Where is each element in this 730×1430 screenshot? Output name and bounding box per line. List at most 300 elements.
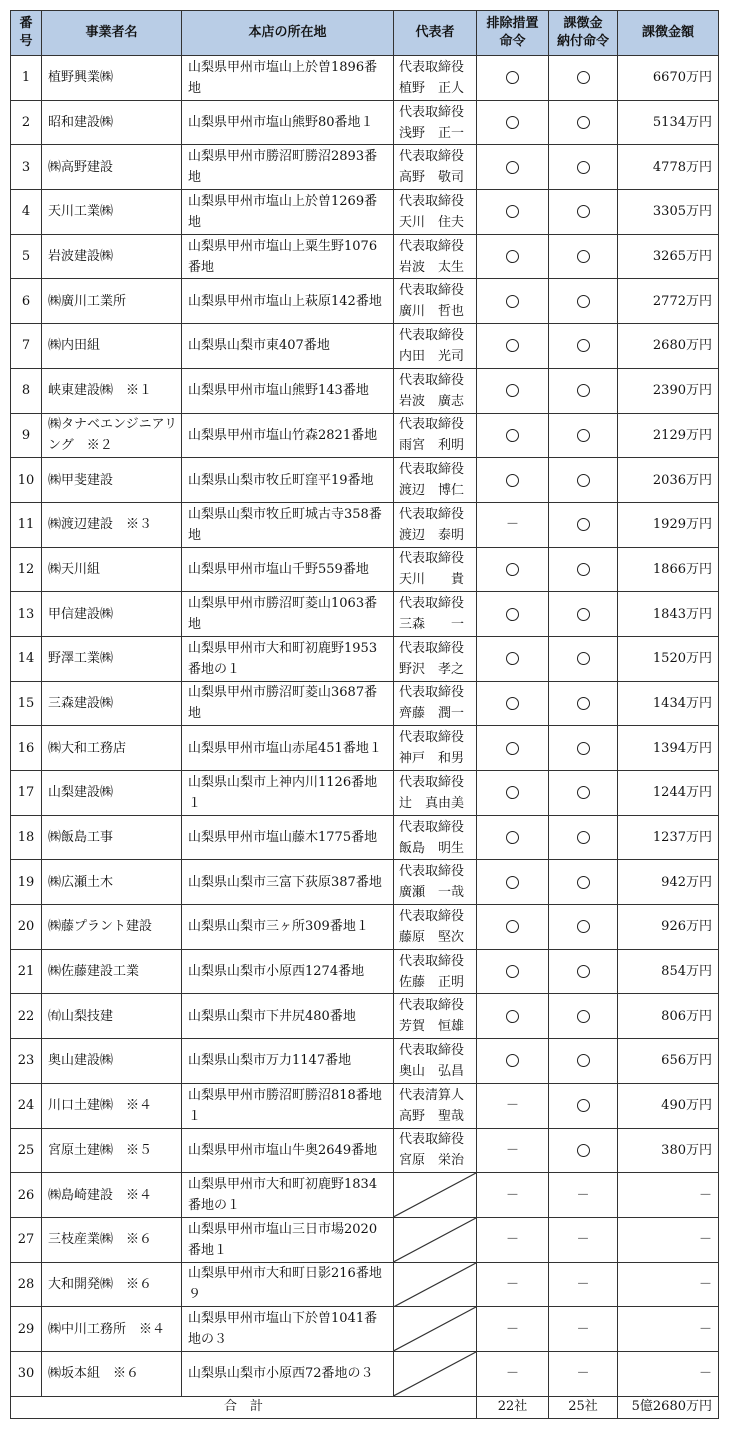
empty-slash-cell <box>394 1351 477 1396</box>
representative-title: 代表取締役 <box>399 685 465 701</box>
surcharge-cell <box>549 905 618 950</box>
surcharge-cell <box>549 860 618 905</box>
surcharge-cell <box>549 547 618 592</box>
company-name: 奥山建設㈱ <box>42 1039 182 1084</box>
representative-title: 代表取締役 <box>399 1132 465 1148</box>
representative-name: 奥山 弘昌 <box>399 1063 465 1079</box>
total-amount: 5億2680万円 <box>618 1396 719 1418</box>
table-row <box>11 1083 719 1128</box>
representative-title: 代表取締役 <box>399 193 465 209</box>
row-number: 13 <box>11 592 42 637</box>
surcharge-amount: 2036万円 <box>618 458 719 503</box>
removal-cell <box>477 1217 549 1262</box>
company-address: 山梨県甲州市勝沼町菱山1063番地 <box>182 592 394 637</box>
table-row <box>11 56 719 101</box>
removal-cell <box>477 1351 549 1396</box>
removal-cell <box>477 324 549 369</box>
dash-mark: － <box>576 1232 590 1248</box>
representative-title: 代表取締役 <box>399 1042 465 1058</box>
surcharge-cell <box>549 1083 618 1128</box>
circle-mark-icon <box>577 205 590 218</box>
representative-title: 代表取締役 <box>399 238 465 254</box>
surcharge-cell <box>549 324 618 369</box>
diagonal-slash-icon <box>394 1218 476 1262</box>
representative-cell <box>394 547 477 592</box>
table-row <box>11 413 719 458</box>
dash-mark: － <box>505 1366 519 1382</box>
surcharge-amount: － <box>618 1217 719 1262</box>
diagonal-slash-icon <box>394 1307 476 1351</box>
circle-mark-icon <box>506 205 519 218</box>
header-no: 番 号 <box>11 11 42 56</box>
removal-cell <box>477 1128 549 1173</box>
surcharge-amount: 926万円 <box>618 905 719 950</box>
table-row <box>11 771 719 816</box>
surcharge-cell <box>549 1173 618 1218</box>
representative-name: 高野 敬司 <box>399 170 465 186</box>
circle-mark-icon <box>506 295 519 308</box>
representative-name: 藤原 堅次 <box>399 929 465 945</box>
circle-mark-icon <box>506 474 519 487</box>
removal-cell <box>477 815 549 860</box>
company-name: ㈱藤プラント建設 <box>42 905 182 950</box>
surcharge-cell <box>549 502 618 547</box>
row-number: 2 <box>11 100 42 145</box>
circle-mark-icon <box>577 697 590 710</box>
surcharge-amount: － <box>618 1173 719 1218</box>
circle-mark-icon <box>506 250 519 263</box>
table-row <box>11 592 719 637</box>
circle-mark-icon <box>577 384 590 397</box>
surcharge-amount: 1434万円 <box>618 681 719 726</box>
surcharge-cell <box>549 592 618 637</box>
surcharge-amount: 1520万円 <box>618 636 719 681</box>
surcharge-cell <box>549 994 618 1039</box>
removal-cell <box>477 1262 549 1307</box>
company-address: 山梨県甲州市大和町初鹿野1834番地の１ <box>182 1173 394 1218</box>
circle-mark-icon <box>577 429 590 442</box>
representative-title: 代表取締役 <box>399 372 465 388</box>
representative-cell <box>394 726 477 771</box>
representative-title: 代表取締役 <box>399 596 465 612</box>
table-row <box>11 1351 719 1396</box>
surcharge-cell <box>549 1128 618 1173</box>
representative-title: 代表清算人 <box>399 1087 465 1103</box>
table-row <box>11 815 719 860</box>
row-number: 1 <box>11 56 42 101</box>
surcharge-cell <box>549 949 618 994</box>
surcharge-amount: － <box>618 1262 719 1307</box>
header-name: 事業者名 <box>42 11 182 56</box>
circle-mark-icon <box>577 742 590 755</box>
row-number: 22 <box>11 994 42 1039</box>
surcharge-amount: 3265万円 <box>618 234 719 279</box>
surcharge-amount: 2390万円 <box>618 368 719 413</box>
row-number: 24 <box>11 1083 42 1128</box>
removal-cell <box>477 190 549 235</box>
removal-cell <box>477 1083 549 1128</box>
company-address: 山梨県山梨市三ヶ所309番地１ <box>182 905 394 950</box>
surcharge-amount: 854万円 <box>618 949 719 994</box>
representative-title: 代表取締役 <box>399 149 465 165</box>
representative-cell <box>394 815 477 860</box>
representative-name: 辻 真由美 <box>399 795 465 811</box>
representative-cell <box>394 949 477 994</box>
company-address: 山梨県甲州市塩山藤木1775番地 <box>182 815 394 860</box>
table-row <box>11 1173 719 1218</box>
surcharge-cell <box>549 1351 618 1396</box>
table-row <box>11 458 719 503</box>
table-body <box>11 56 719 1397</box>
surcharge-cell <box>549 279 618 324</box>
company-address: 山梨県山梨市三富下荻原387番地 <box>182 860 394 905</box>
representative-title: 代表取締役 <box>399 953 465 969</box>
table-row <box>11 100 719 145</box>
surcharge-amount: 1244万円 <box>618 771 719 816</box>
circle-mark-icon <box>506 652 519 665</box>
dash-mark: － <box>576 1366 590 1382</box>
circle-mark-icon <box>577 876 590 889</box>
circle-mark-icon <box>506 429 519 442</box>
row-number: 20 <box>11 905 42 950</box>
circle-mark-icon <box>577 920 590 933</box>
circle-mark-icon <box>577 250 590 263</box>
diagonal-slash-icon <box>394 1352 476 1396</box>
representative-cell <box>394 145 477 190</box>
surcharge-cell <box>549 413 618 458</box>
representative-title: 代表取締役 <box>399 640 465 656</box>
company-name: 野澤工業㈱ <box>42 636 182 681</box>
surcharge-cell <box>549 815 618 860</box>
row-number: 7 <box>11 324 42 369</box>
company-address: 山梨県甲州市塩山赤尾451番地１ <box>182 726 394 771</box>
row-number: 11 <box>11 502 42 547</box>
company-name: ㈱佐藤建設工業 <box>42 949 182 994</box>
company-name: ㈱坂本組 ※６ <box>42 1351 182 1396</box>
representative-cell <box>394 324 477 369</box>
total-removal: 22社 <box>477 1396 549 1418</box>
representative-title: 代表取締役 <box>399 104 465 120</box>
company-address: 山梨県甲州市勝沼町勝沼818番地１ <box>182 1083 394 1128</box>
removal-cell <box>477 547 549 592</box>
surcharge-amount: 2129万円 <box>618 413 719 458</box>
row-number: 15 <box>11 681 42 726</box>
representative-cell <box>394 771 477 816</box>
surcharge-cell <box>549 1039 618 1084</box>
table-row <box>11 949 719 994</box>
surcharge-cell <box>549 190 618 235</box>
row-number: 5 <box>11 234 42 279</box>
header-row <box>11 11 719 56</box>
dash-mark: － <box>505 1232 519 1248</box>
removal-cell <box>477 860 549 905</box>
header-surcharge-order: 課徴金 納付命令 <box>549 11 618 56</box>
empty-slash-cell <box>394 1262 477 1307</box>
surcharge-amount: － <box>618 1351 719 1396</box>
company-name: 宮原土建㈱ ※５ <box>42 1128 182 1173</box>
circle-mark-icon <box>506 116 519 129</box>
surcharge-cell <box>549 771 618 816</box>
dash-mark: － <box>505 1142 519 1158</box>
company-address: 山梨県甲州市大和町日影216番地９ <box>182 1262 394 1307</box>
circle-mark-icon <box>577 652 590 665</box>
table-row <box>11 994 719 1039</box>
circle-mark-icon <box>506 742 519 755</box>
table-row <box>11 1217 719 1262</box>
removal-cell <box>477 681 549 726</box>
surcharge-amount: 1843万円 <box>618 592 719 637</box>
company-name: ㈱廣川工業所 <box>42 279 182 324</box>
circle-mark-icon <box>577 1144 590 1157</box>
table-row <box>11 1128 719 1173</box>
row-number: 9 <box>11 413 42 458</box>
circle-mark-icon <box>506 384 519 397</box>
representative-name: 廣川 哲也 <box>399 304 465 320</box>
company-name: ㈱天川組 <box>42 547 182 592</box>
circle-mark-icon <box>577 518 590 531</box>
dash-mark: － <box>505 1187 519 1203</box>
empty-slash-cell <box>394 1173 477 1218</box>
representative-name: 渡辺 泰明 <box>399 527 465 543</box>
row-number: 14 <box>11 636 42 681</box>
table-row <box>11 502 719 547</box>
representative-name: 佐藤 正明 <box>399 974 465 990</box>
table-row <box>11 368 719 413</box>
company-name: ㈱広瀬土木 <box>42 860 182 905</box>
representative-cell <box>394 1128 477 1173</box>
company-name: ㈲山梨技建 <box>42 994 182 1039</box>
representative-cell <box>394 368 477 413</box>
company-name: ㈱内田組 <box>42 324 182 369</box>
row-number: 10 <box>11 458 42 503</box>
company-address: 山梨県甲州市塩山竹森2821番地 <box>182 413 394 458</box>
removal-cell <box>477 771 549 816</box>
company-name: 昭和建設㈱ <box>42 100 182 145</box>
representative-cell <box>394 681 477 726</box>
surcharge-cell <box>549 1217 618 1262</box>
circle-mark-icon <box>577 965 590 978</box>
circle-mark-icon <box>577 563 590 576</box>
company-address: 山梨県甲州市大和町初鹿野1953番地の１ <box>182 636 394 681</box>
surcharge-amount: 1866万円 <box>618 547 719 592</box>
row-number: 23 <box>11 1039 42 1084</box>
representative-cell <box>394 592 477 637</box>
removal-cell <box>477 502 549 547</box>
representative-cell <box>394 100 477 145</box>
representative-cell <box>394 905 477 950</box>
circle-mark-icon <box>577 1099 590 1112</box>
circle-mark-icon <box>506 161 519 174</box>
representative-name: 浅野 正一 <box>399 125 465 141</box>
representative-name: 岩波 廣志 <box>399 393 465 409</box>
representative-cell <box>394 502 477 547</box>
row-number: 29 <box>11 1307 42 1352</box>
row-number: 3 <box>11 145 42 190</box>
company-address: 山梨県甲州市塩山上於曽1269番地 <box>182 190 394 235</box>
row-number: 26 <box>11 1173 42 1218</box>
circle-mark-icon <box>506 831 519 844</box>
surcharge-amount: 2772万円 <box>618 279 719 324</box>
company-address: 山梨県山梨市上神内川1126番地１ <box>182 771 394 816</box>
circle-mark-icon <box>577 295 590 308</box>
company-name: ㈱大和工務店 <box>42 726 182 771</box>
surcharge-cell <box>549 726 618 771</box>
circle-mark-icon <box>577 608 590 621</box>
table-row <box>11 905 719 950</box>
representative-title: 代表取締役 <box>399 998 465 1014</box>
company-name: 天川工業㈱ <box>42 190 182 235</box>
row-number: 16 <box>11 726 42 771</box>
row-number: 18 <box>11 815 42 860</box>
company-name: 植野興業㈱ <box>42 56 182 101</box>
surcharge-cell <box>549 681 618 726</box>
row-number: 27 <box>11 1217 42 1262</box>
surcharge-amount: 5134万円 <box>618 100 719 145</box>
company-address: 山梨県甲州市塩山熊野143番地 <box>182 368 394 413</box>
removal-cell <box>477 56 549 101</box>
removal-cell <box>477 368 549 413</box>
table-row <box>11 547 719 592</box>
removal-cell <box>477 1173 549 1218</box>
removal-cell <box>477 458 549 503</box>
row-number: 8 <box>11 368 42 413</box>
company-name: 大和開発㈱ ※６ <box>42 1262 182 1307</box>
representative-name: 天川 貴 <box>399 572 465 588</box>
circle-mark-icon <box>506 1054 519 1067</box>
surcharge-cell <box>549 56 618 101</box>
circle-mark-icon <box>577 339 590 352</box>
company-address: 山梨県甲州市塩山下於曽1041番地の３ <box>182 1307 394 1352</box>
circle-mark-icon <box>577 161 590 174</box>
representative-title: 代表取締役 <box>399 506 465 522</box>
representative-title: 代表取締役 <box>399 864 465 880</box>
representative-title: 代表取締役 <box>399 462 465 478</box>
representative-cell <box>394 860 477 905</box>
company-address: 山梨県山梨市牧丘町城古寺358番地 <box>182 502 394 547</box>
circle-mark-icon <box>506 920 519 933</box>
surcharge-amount: 942万円 <box>618 860 719 905</box>
empty-slash-cell <box>394 1307 477 1352</box>
table-row <box>11 1307 719 1352</box>
representative-cell <box>394 413 477 458</box>
surcharge-amount: － <box>618 1307 719 1352</box>
row-number: 30 <box>11 1351 42 1396</box>
company-address: 山梨県甲州市塩山上於曽1896番地 <box>182 56 394 101</box>
company-address: 山梨県山梨市東407番地 <box>182 324 394 369</box>
representative-title: 代表取締役 <box>399 730 465 746</box>
circle-mark-icon <box>577 831 590 844</box>
representative-name: 岩波 太生 <box>399 259 465 275</box>
surcharge-cell <box>549 458 618 503</box>
table-row <box>11 190 719 235</box>
company-name: 岩波建設㈱ <box>42 234 182 279</box>
company-address: 山梨県甲州市勝沼町勝沼2893番地 <box>182 145 394 190</box>
circle-mark-icon <box>506 563 519 576</box>
circle-mark-icon <box>506 965 519 978</box>
removal-cell <box>477 1307 549 1352</box>
dash-mark: － <box>505 517 519 533</box>
surcharge-amount: 6670万円 <box>618 56 719 101</box>
representative-name: 齊藤 潤一 <box>399 706 465 722</box>
surcharge-table <box>10 10 719 1419</box>
removal-cell <box>477 234 549 279</box>
company-address: 山梨県山梨市万力1147番地 <box>182 1039 394 1084</box>
representative-name: 宮原 栄治 <box>399 1153 465 1169</box>
representative-cell <box>394 279 477 324</box>
row-number: 6 <box>11 279 42 324</box>
representative-title: 代表取締役 <box>399 283 465 299</box>
removal-cell <box>477 100 549 145</box>
table-row <box>11 234 719 279</box>
table-row <box>11 1262 719 1307</box>
dash-mark: － <box>576 1276 590 1292</box>
company-address: 山梨県山梨市牧丘町窪平19番地 <box>182 458 394 503</box>
surcharge-amount: 490万円 <box>618 1083 719 1128</box>
company-name: ㈱中川工務所 ※４ <box>42 1307 182 1352</box>
table-row <box>11 636 719 681</box>
company-name: ㈱甲斐建設 <box>42 458 182 503</box>
header-address: 本店の所在地 <box>182 11 394 56</box>
representative-name: 飯島 明生 <box>399 840 465 856</box>
table-row <box>11 279 719 324</box>
circle-mark-icon <box>506 71 519 84</box>
representative-title: 代表取締役 <box>399 908 465 924</box>
circle-mark-icon <box>577 1010 590 1023</box>
surcharge-amount: 2680万円 <box>618 324 719 369</box>
representative-cell <box>394 458 477 503</box>
removal-cell <box>477 905 549 950</box>
surcharge-cell <box>549 1262 618 1307</box>
circle-mark-icon <box>577 474 590 487</box>
representative-cell <box>394 234 477 279</box>
surcharge-amount: 4778万円 <box>618 145 719 190</box>
company-address: 山梨県山梨市小原西72番地の３ <box>182 1351 394 1396</box>
company-address: 山梨県甲州市勝沼町菱山3687番地 <box>182 681 394 726</box>
representative-cell <box>394 1083 477 1128</box>
row-number: 19 <box>11 860 42 905</box>
circle-mark-icon <box>506 697 519 710</box>
surcharge-cell <box>549 636 618 681</box>
surcharge-amount: 1929万円 <box>618 502 719 547</box>
row-number: 4 <box>11 190 42 235</box>
representative-title: 代表取締役 <box>399 327 465 343</box>
removal-cell <box>477 949 549 994</box>
dash-mark: － <box>576 1187 590 1203</box>
company-address: 山梨県甲州市塩山牛奥2649番地 <box>182 1128 394 1173</box>
row-number: 17 <box>11 771 42 816</box>
circle-mark-icon <box>506 608 519 621</box>
table-row <box>11 726 719 771</box>
representative-name: 渡辺 博仁 <box>399 483 465 499</box>
dash-mark: － <box>576 1321 590 1337</box>
representative-cell <box>394 994 477 1039</box>
company-name: 川口土建㈱ ※４ <box>42 1083 182 1128</box>
surcharge-cell <box>549 234 618 279</box>
header-removal: 排除措置 命令 <box>477 11 549 56</box>
row-number: 12 <box>11 547 42 592</box>
header-amount: 課徴金額 <box>618 11 719 56</box>
circle-mark-icon <box>577 1054 590 1067</box>
company-name: 三枝産業㈱ ※６ <box>42 1217 182 1262</box>
company-address: 山梨県甲州市塩山三日市場2020番地１ <box>182 1217 394 1262</box>
company-name: ㈱タナベエンジニアリング ※２ <box>42 413 182 458</box>
row-number: 25 <box>11 1128 42 1173</box>
removal-cell <box>477 1039 549 1084</box>
representative-name: 植野 正人 <box>399 80 465 96</box>
dash-mark: － <box>505 1276 519 1292</box>
representative-title: 代表取締役 <box>399 417 465 433</box>
representative-name: 芳賀 恒雄 <box>399 1019 465 1035</box>
